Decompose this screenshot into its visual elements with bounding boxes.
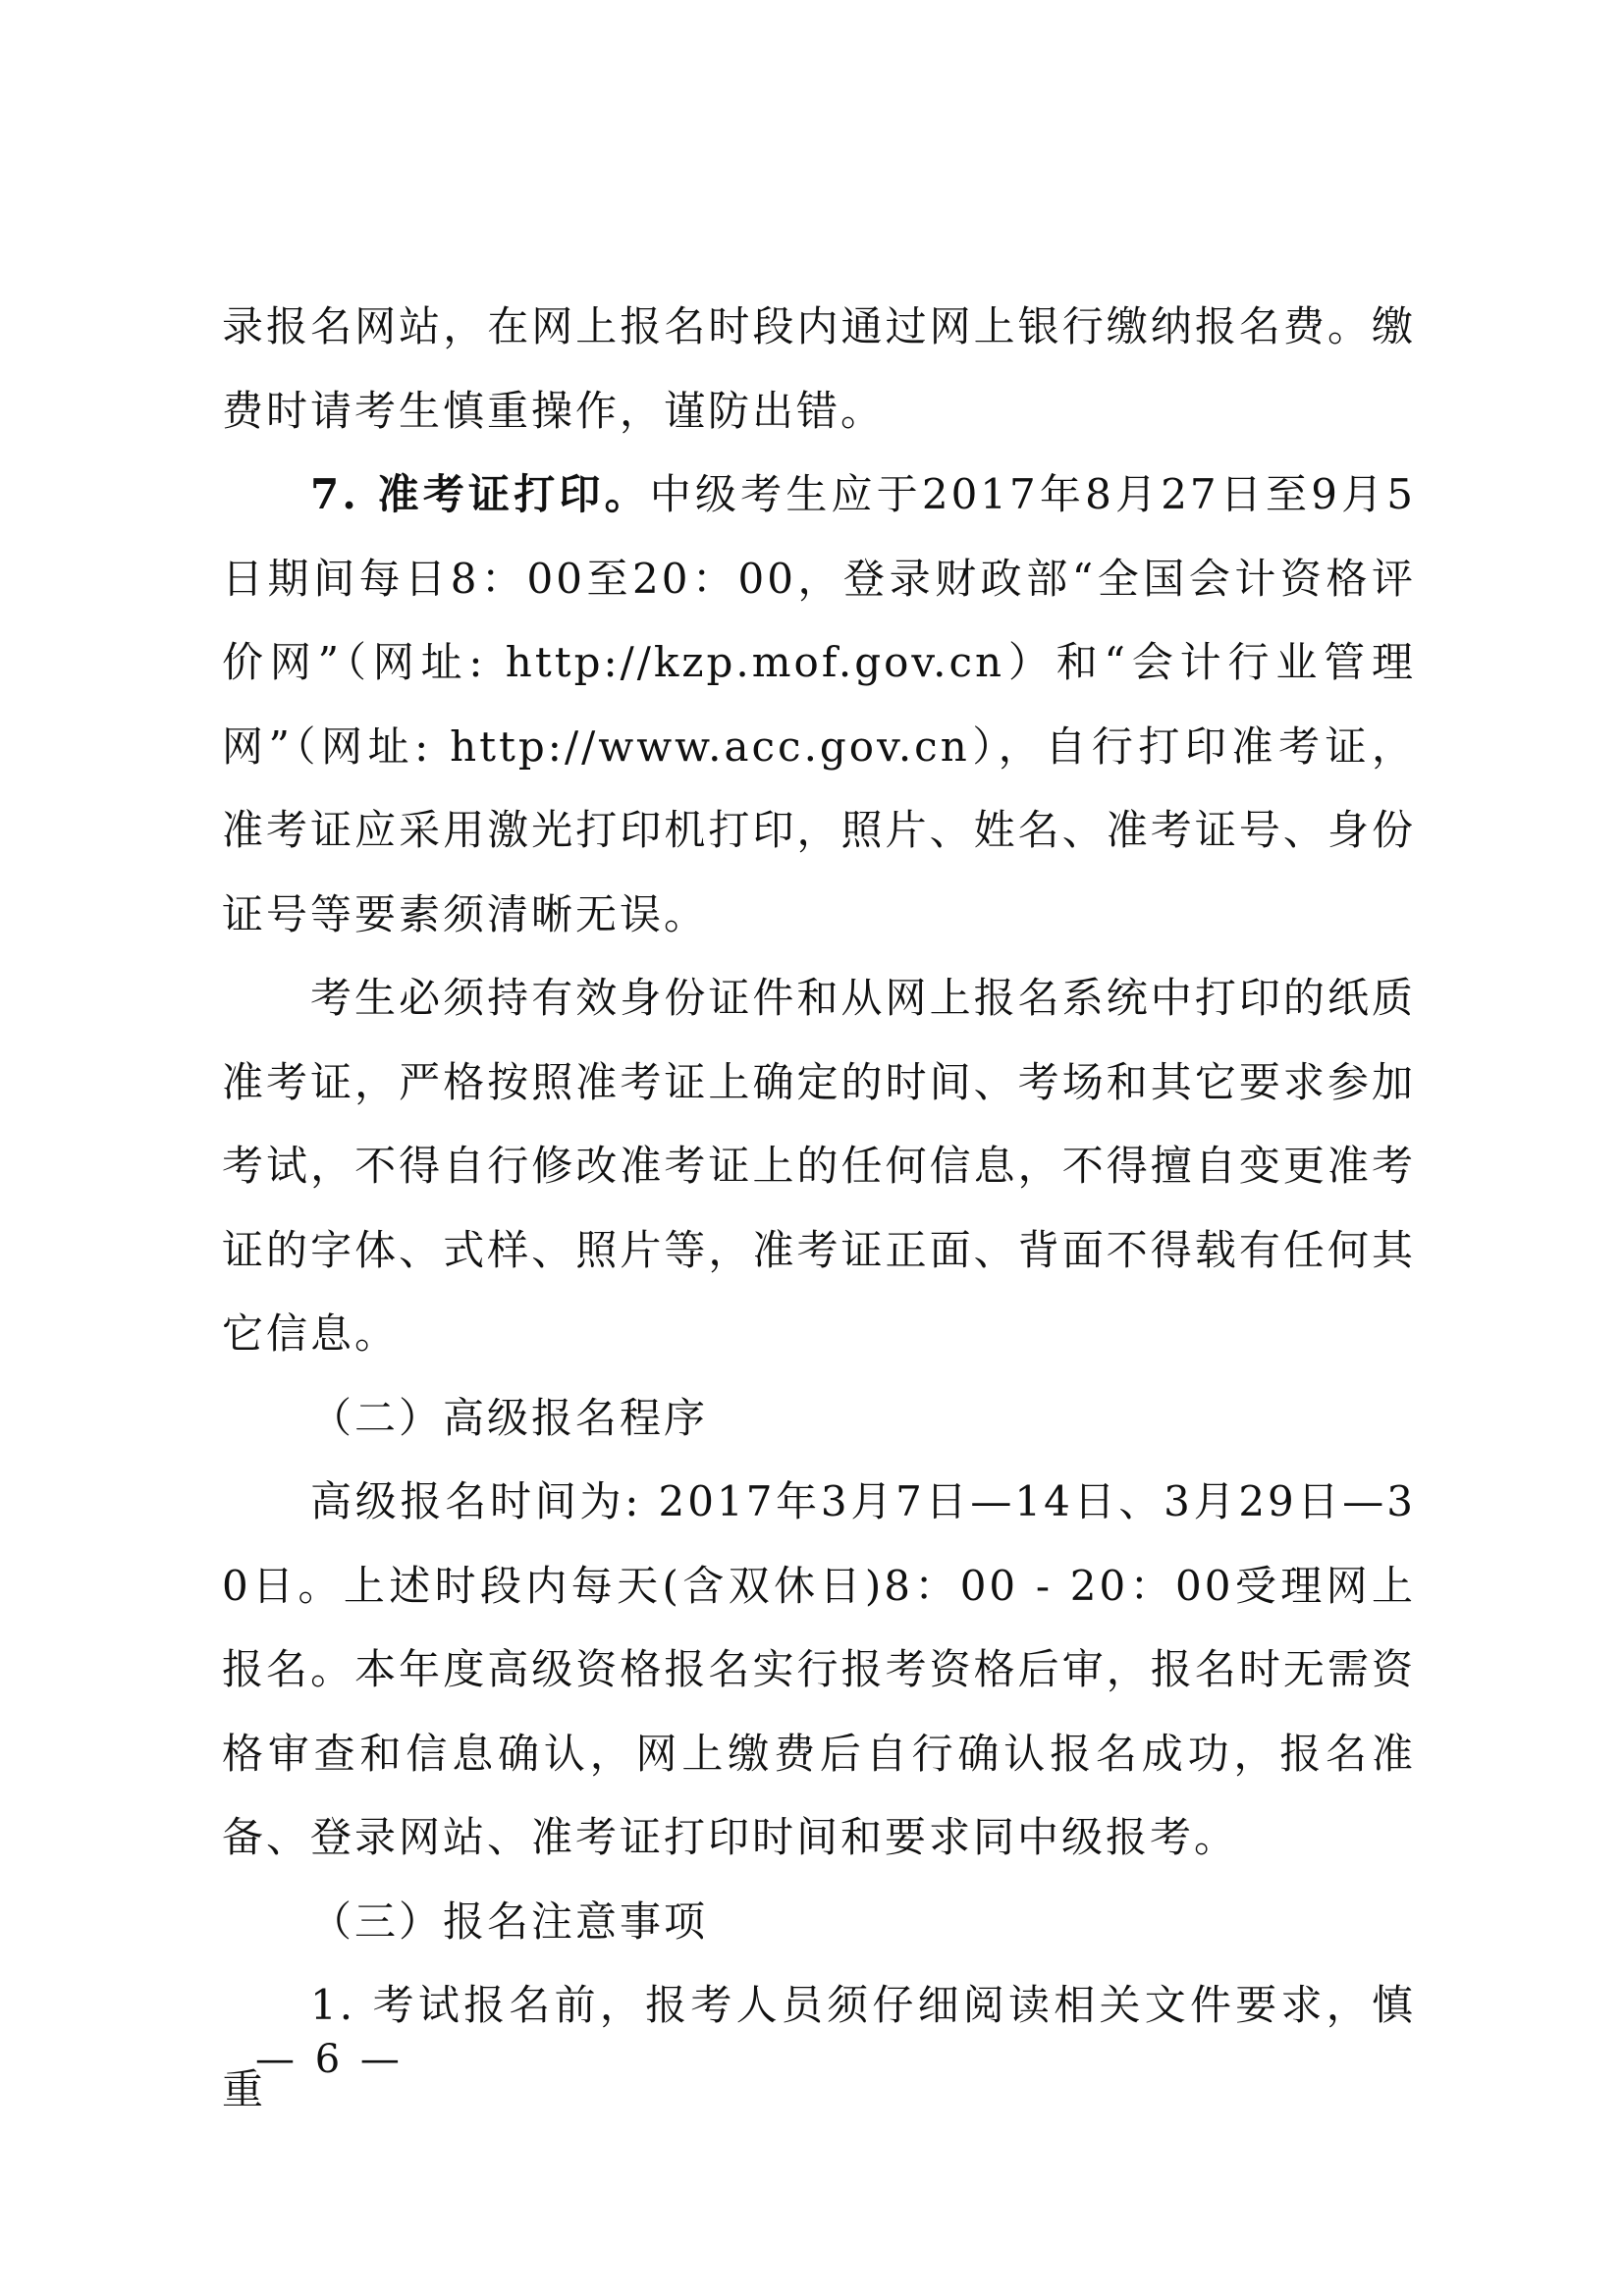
item-label-admission-ticket: 7. 准考证打印。	[310, 470, 650, 518]
section-heading-registration-notes: （三）报名注意事项	[310, 1896, 709, 1946]
section-heading-senior-registration: （二）高级报名程序	[310, 1393, 709, 1442]
paragraph-admission-ticket	[222, 453, 1416, 956]
page-number: — 6 —	[255, 2037, 404, 2082]
document-body	[222, 285, 1416, 2131]
paragraph-admission-ticket-text: 中级考生应于2017年8月27日至9月5日期间每日8：00至20：00，登录财政部“全国会计资格评价网”（网址: http://kzp.mof.gov.cn）和“会计行业管理网”（网址: http://www.acc.gov.cn），自行打印准考证，准考证应采用激光打印机打印，照片、姓名、准考证号、身份证号等要素须清晰无误。	[222, 470, 1417, 938]
paragraph-exam-requirements: 考生必须持有效身份证件和从网上报名系统中打印的纸质准考证，严格按照准考证上确定的时间、考场和其它要求参加考试，不得自行修改准考证上的任何信息，不得擅自变更准考证的字体、式样、照片等，准考证正面、背面不得载有任何其它信息。	[222, 974, 1416, 1358]
paragraph-fee-payment: 录报名网站，在网上报名时段内通过网上银行缴纳报名费。缴费时请考生慎重操作，谨防出错。	[222, 302, 1416, 435]
paragraph-senior-registration: 高级报名时间为: 2017年3月7日—14日、3月29日—30日。上述时段内每天(含双休日)8：00 - 20：00受理网上报名。本年度高级资格报名实行报考资格后审，报名时无需资格审查和信息确认，网上缴费后自行确认报名成功，报名准备、登录网站、准考证打印时间和要求同中级报考。	[222, 1477, 1416, 1861]
paragraph-note-1: 1. 考试报名前，报考人员须仔细阅读相关文件要求，慎重	[222, 1981, 1416, 2113]
